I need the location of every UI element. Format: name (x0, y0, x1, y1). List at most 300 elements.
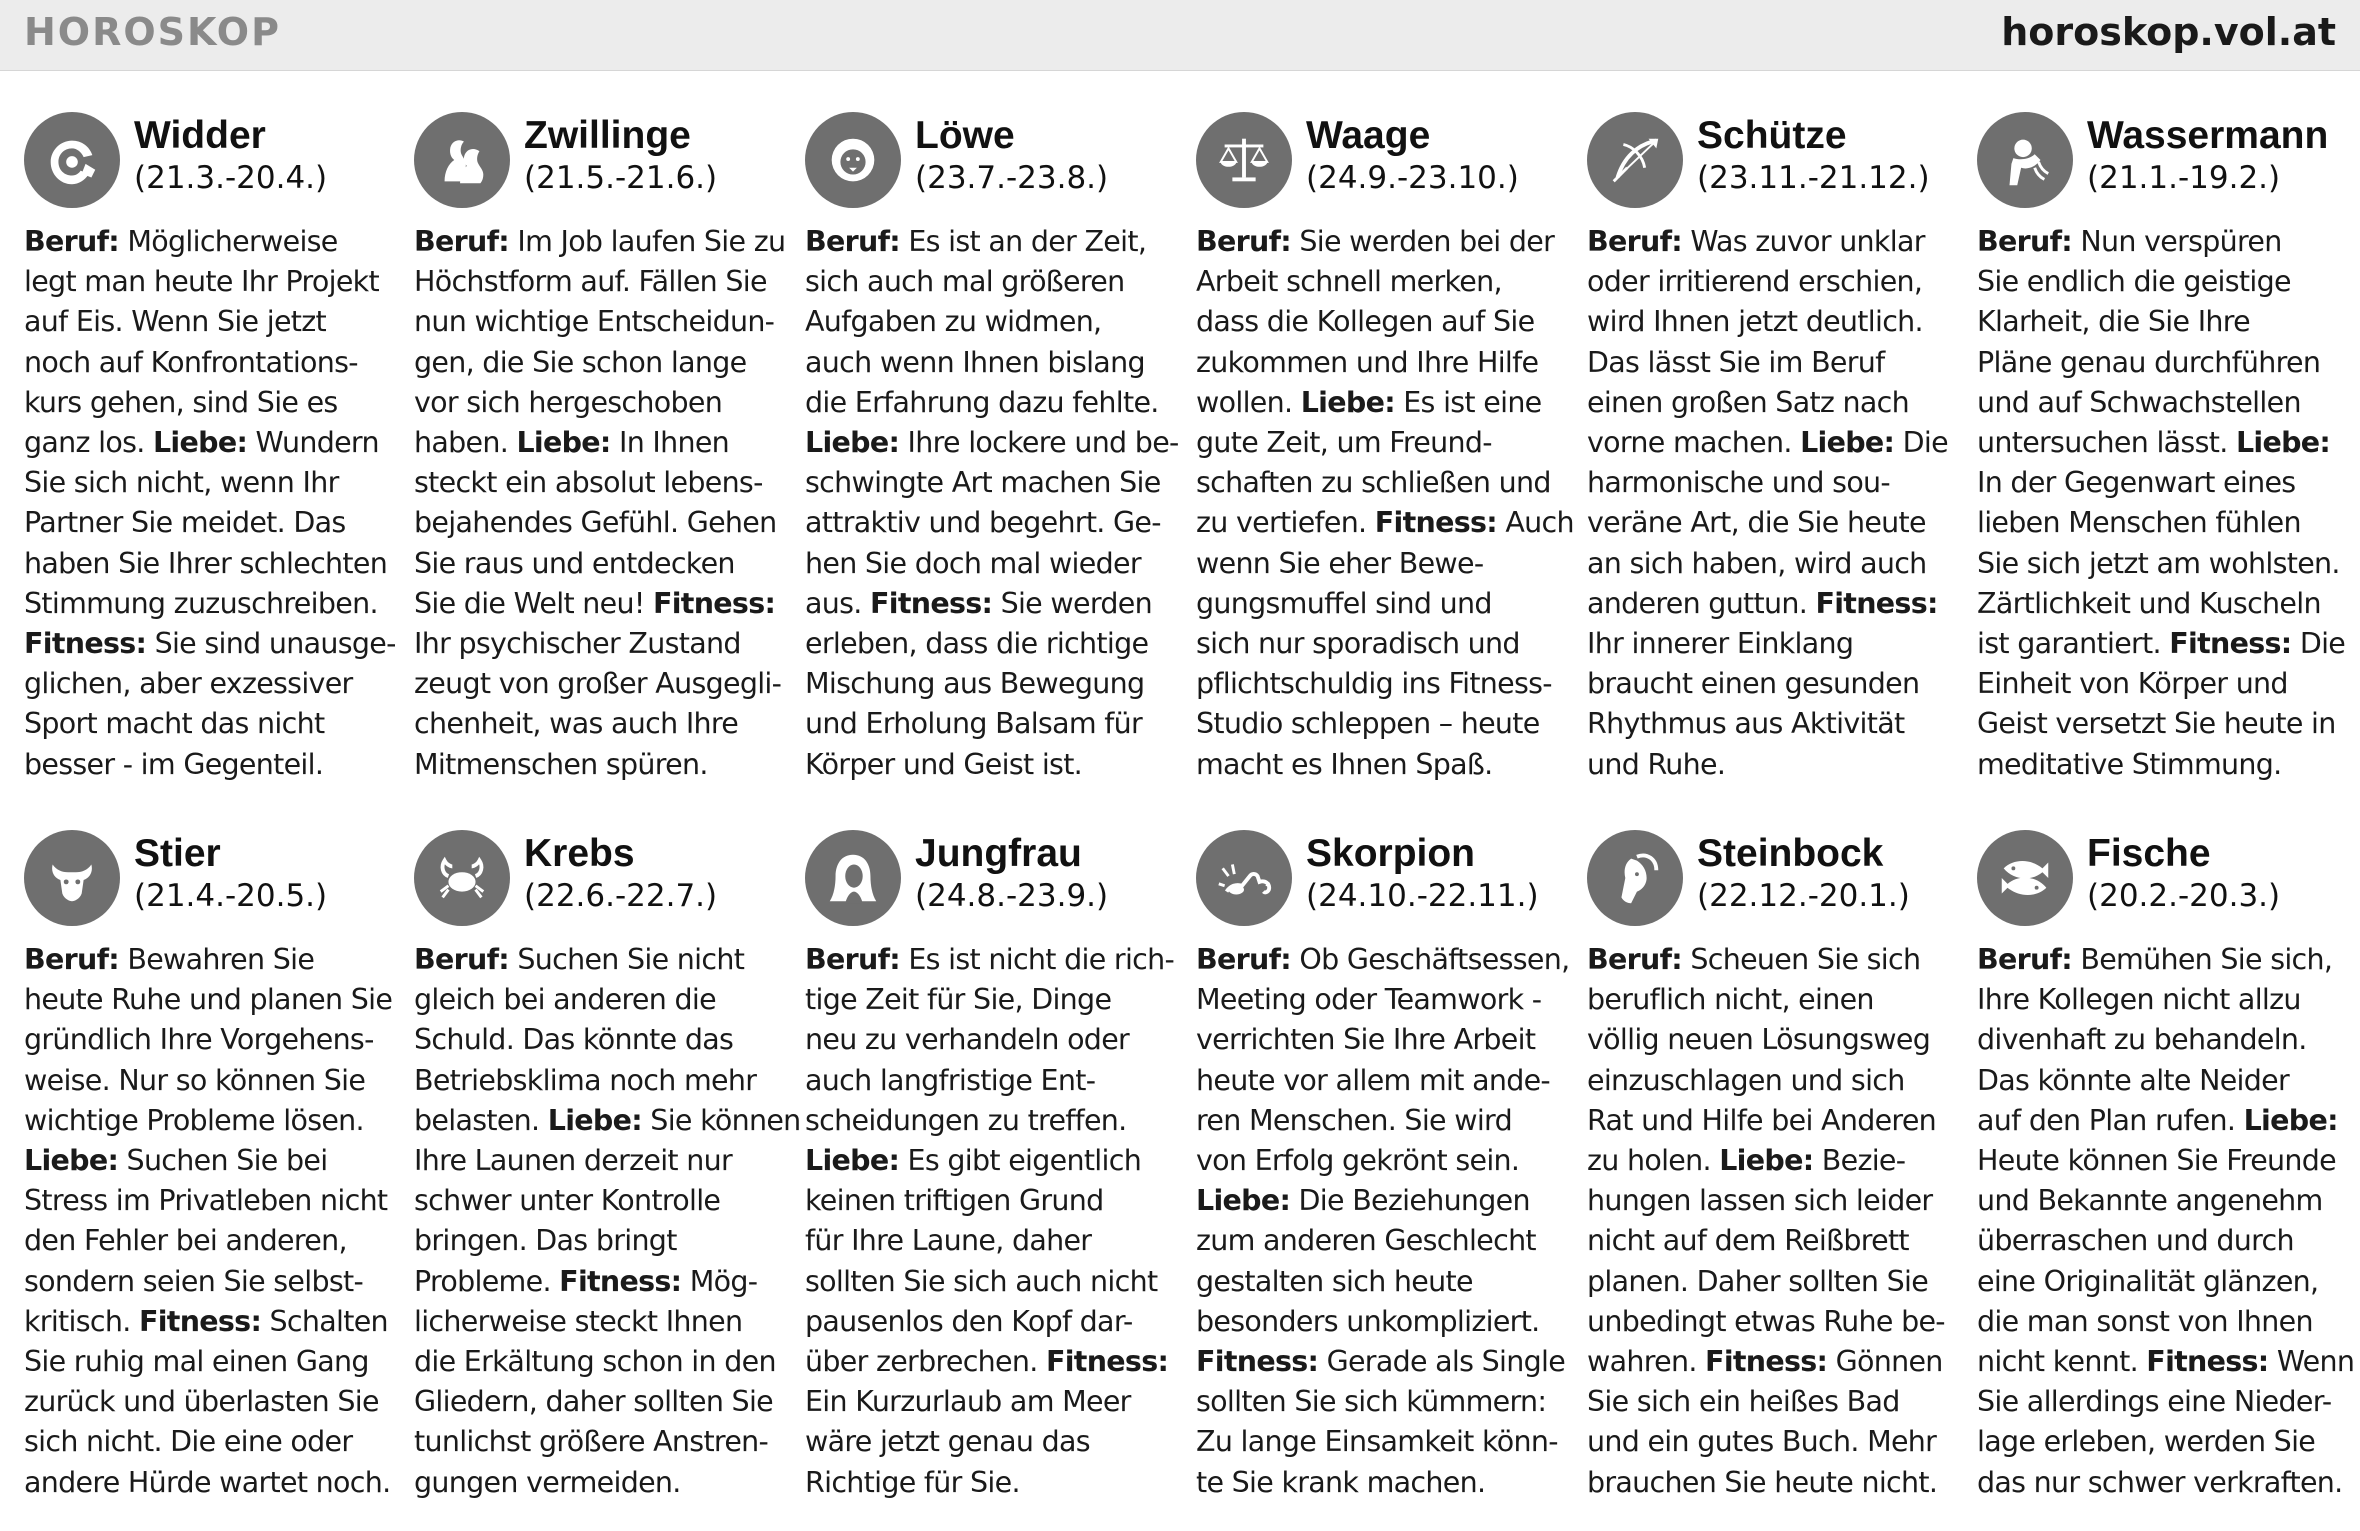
text-segment: Ein Kurzurlaub am Meer (805, 1385, 1131, 1419)
text-segment: Ihre Kollegen nicht allzu (1977, 983, 2301, 1017)
text-segment: überraschen und durch (1977, 1224, 2294, 1258)
text-line (805, 222, 1171, 262)
text-segment: Das lässt Sie im Beruf (1587, 345, 1885, 379)
text-line (24, 1342, 390, 1382)
text-line (414, 745, 780, 785)
sign-name: Wassermann (2087, 114, 2329, 157)
text-line (24, 1141, 390, 1181)
text-segment: zurück und überlasten Sie (24, 1385, 379, 1419)
text-segment: haben. (414, 426, 517, 460)
text-line (414, 262, 780, 302)
text-line (24, 1061, 390, 1101)
text-segment: ganz los. (24, 426, 153, 460)
text-line (805, 262, 1171, 302)
category-label: Beruf: (1587, 943, 1682, 976)
sign-dates: (24.8.-23.9.) (915, 878, 1109, 914)
text-line (805, 343, 1171, 383)
text-line (1196, 1262, 1562, 1302)
text-segment: die Erkältung schon in den (414, 1345, 776, 1379)
category-label: Fitness: (1374, 506, 1497, 540)
text-segment: Sie allerdings eine Nieder- (1977, 1385, 2332, 1419)
sign-card-widder (24, 112, 396, 802)
sign-card-löwe (805, 112, 1179, 802)
text-line (1587, 624, 1953, 664)
sign-card-skorpion (1196, 830, 1570, 1520)
text-segment: besser - im Gegenteil. (24, 747, 324, 781)
text-segment: eine Originalität glänzen, (1977, 1264, 2319, 1298)
text-line (414, 664, 780, 704)
text-line (1977, 1221, 2343, 1261)
text-line (414, 1463, 780, 1503)
text-line (414, 1181, 780, 1221)
text-segment: Suchen Sie nicht (509, 943, 745, 976)
text-segment: belasten. (414, 1103, 548, 1137)
category-label: Liebe: (1196, 1184, 1291, 1218)
text-segment: nicht kennt. (1977, 1345, 2147, 1379)
text-line (1977, 980, 2343, 1020)
sign-card-jungfrau (805, 830, 1175, 1520)
category-label: Liebe: (1800, 426, 1895, 460)
text-line (414, 503, 780, 543)
text-line (1196, 423, 1562, 463)
text-line (1196, 544, 1562, 584)
category-label: Fitness: (24, 627, 147, 661)
sign-text (414, 222, 786, 785)
text-segment: beruflich nicht, einen (1587, 983, 1874, 1017)
text-segment: besonders unkompliziert. (1196, 1304, 1540, 1338)
text-line (24, 1262, 390, 1302)
text-segment: und Erholung Balsam für (805, 707, 1142, 741)
sign-dates: (21.4.-20.5.) (134, 878, 328, 914)
text-line (805, 1221, 1171, 1261)
text-segment: Gliedern, daher sollten Sie (414, 1385, 774, 1419)
text-line (1196, 302, 1562, 342)
sign-name: Widder (134, 114, 266, 157)
text-line (1196, 1302, 1562, 1342)
text-line (414, 1382, 780, 1422)
ram-icon (24, 112, 120, 208)
text-segment: gestalten sich heute (1196, 1264, 1473, 1298)
text-line (414, 980, 780, 1020)
text-segment: brauchen Sie heute nicht. (1587, 1465, 1938, 1499)
sign-card-fische (1977, 830, 2355, 1520)
text-segment: einen großen Satz nach (1587, 385, 1910, 419)
sign-dates: (21.1.-19.2.) (2087, 160, 2281, 196)
text-line (24, 1302, 390, 1342)
text-segment: kurs gehen, sind Sie es (24, 385, 338, 419)
sign-name: Jungfrau (915, 832, 1082, 875)
text-segment: wäre jetzt genau das (805, 1425, 1090, 1459)
text-line (1587, 1141, 1953, 1181)
sign-header (1587, 830, 1953, 940)
text-segment: Sie sich nicht, wenn Ihr (24, 466, 339, 500)
text-line (805, 664, 1171, 704)
sign-dates: (24.9.-23.10.) (1306, 160, 1519, 196)
text-line (1196, 1422, 1562, 1462)
text-line (1977, 1061, 2343, 1101)
sign-name: Zwillinge (524, 114, 691, 157)
water-bearer-icon (1977, 112, 2073, 208)
text-line (24, 1181, 390, 1221)
sign-card-zwillinge (414, 112, 786, 802)
text-segment: licherweise steckt Ihnen (414, 1304, 743, 1338)
text-segment: Gerade als Single (1318, 1345, 1566, 1379)
text-segment: Sie die Welt neu! (414, 586, 653, 620)
category-label: Fitness: (138, 1304, 262, 1338)
text-segment: Mischung aus Bewegung (805, 667, 1145, 701)
text-line (1587, 423, 1953, 463)
maiden-icon (805, 830, 901, 926)
text-segment: bringen. Das bringt (414, 1224, 677, 1258)
text-segment: Arbeit schnell merken, (1196, 265, 1502, 299)
text-line (1977, 423, 2343, 463)
text-line (805, 1101, 1171, 1141)
text-line (1196, 1101, 1562, 1141)
bull-icon (24, 830, 120, 926)
text-segment: Ihre Launen derzeit nur (414, 1144, 733, 1178)
category-label: Fitness: (1815, 586, 1938, 620)
text-segment: für Ihre Laune, daher (805, 1224, 1092, 1258)
text-line (1196, 584, 1562, 624)
text-segment: te Sie krank machen. (1196, 1465, 1486, 1499)
sign-dates: (23.7.-23.8.) (915, 160, 1109, 196)
text-line (1587, 1020, 1953, 1060)
text-segment: Scheuen Sie sich (1682, 943, 1921, 976)
lion-icon (805, 112, 901, 208)
text-line (805, 1302, 1171, 1342)
category-label: Beruf: (1587, 225, 1682, 258)
text-segment: auf Eis. Wenn Sie jetzt (24, 305, 327, 339)
text-segment: Suchen Sie bei (118, 1144, 328, 1178)
text-line (414, 463, 780, 503)
text-line (24, 1463, 390, 1503)
text-segment: harmonische und sou- (1587, 466, 1891, 500)
text-segment: die man sonst von Ihnen (1977, 1304, 2313, 1338)
category-label: Beruf: (24, 225, 119, 258)
text-line (414, 1302, 780, 1342)
text-line (1977, 1302, 2343, 1342)
text-line (24, 463, 390, 503)
text-segment: zu vertiefen. (1196, 506, 1375, 540)
text-segment: chenheit, was auch Ihre (414, 707, 739, 741)
text-segment: Ob Geschäftsessen, (1291, 943, 1570, 976)
text-segment: Sie werden (992, 586, 1152, 620)
text-line (1977, 1342, 2355, 1382)
sign-name: Schütze (1697, 114, 1847, 157)
sign-name: Krebs (524, 832, 635, 875)
text-segment: aus. (805, 586, 870, 620)
text-segment: Sport macht das nicht (24, 707, 325, 741)
text-line (414, 1342, 780, 1382)
category-label: Fitness: (870, 586, 993, 620)
text-line (1587, 940, 1953, 980)
text-segment: untersuchen lässt. (1977, 426, 2236, 460)
category-label: Liebe: (547, 1103, 642, 1137)
text-line (805, 1262, 1171, 1302)
sign-text (1977, 222, 2346, 785)
text-segment: heute vor allem mit ande- (1196, 1063, 1551, 1097)
text-line (1196, 1061, 1562, 1101)
text-segment: Sie sich jetzt am wohlsten. (1977, 546, 2340, 580)
text-segment: Sie werden bei der (1291, 225, 1555, 258)
text-line (1977, 1382, 2343, 1422)
text-line (1196, 940, 1570, 980)
text-segment: schwer unter Kontrolle (414, 1184, 721, 1218)
text-line (24, 1422, 390, 1462)
text-segment: nun wichtige Entscheidun- (414, 305, 775, 339)
text-segment: Körper und Geist ist. (805, 747, 1083, 781)
text-segment: gute Zeit, um Freund- (1196, 426, 1492, 460)
text-line (24, 940, 390, 980)
goat-icon (1587, 830, 1683, 926)
text-line (1977, 222, 2343, 262)
text-line (805, 1463, 1171, 1503)
text-line (414, 1061, 780, 1101)
sign-header (805, 112, 1171, 222)
sign-name: Löwe (915, 114, 1015, 157)
text-line (1196, 980, 1562, 1020)
text-segment: attraktiv und begehrt. Ge- (805, 506, 1161, 540)
text-line (1196, 1382, 1562, 1422)
sign-text (1196, 222, 1574, 785)
text-line (1587, 1181, 1953, 1221)
text-line (805, 1422, 1171, 1462)
text-segment: verrichten Sie Ihre Arbeit (1196, 1023, 1536, 1057)
text-line (1977, 1141, 2343, 1181)
text-line (24, 302, 390, 342)
sign-name: Waage (1306, 114, 1431, 157)
text-line (805, 980, 1171, 1020)
text-line (414, 222, 786, 262)
text-line (414, 544, 780, 584)
text-segment: Probleme. (414, 1264, 560, 1298)
text-segment: anderen guttun. (1587, 586, 1816, 620)
text-segment: Heute können Sie Freunde (1977, 1144, 2337, 1178)
text-segment: Im Job laufen Sie zu (509, 225, 786, 258)
text-segment: einzuschlagen und sich (1587, 1063, 1905, 1097)
text-segment: Geist versetzt Sie heute in (1977, 707, 2336, 741)
category-label: Fitness: (2146, 1345, 2269, 1379)
text-segment: völlig neuen Lösungsweg (1587, 1023, 1931, 1057)
text-line (1196, 1020, 1562, 1060)
category-label: Fitness: (652, 586, 776, 620)
text-line (1587, 1302, 1953, 1342)
sign-header (1587, 112, 1953, 222)
text-segment: scheidungen zu treffen. (805, 1103, 1127, 1137)
text-segment: Sie ruhig mal einen Gang (24, 1345, 369, 1379)
text-segment: macht es Ihnen Spaß. (1196, 747, 1493, 781)
sign-dates: (21.5.-21.6.) (524, 160, 718, 196)
text-line (1587, 1061, 1953, 1101)
text-line (24, 624, 396, 664)
text-line (1587, 222, 1953, 262)
text-segment: dass die Kollegen auf Sie (1196, 305, 1535, 339)
text-segment: zukommen und Ihre Hilfe (1196, 345, 1539, 379)
text-line (24, 1020, 390, 1060)
sign-card-steinbock (1587, 830, 1953, 1520)
text-segment: zum anderen Geschlecht (1196, 1224, 1536, 1258)
text-segment: haben Sie Ihrer schlechten (24, 546, 388, 580)
sign-dates: (23.11.-21.12.) (1697, 160, 1930, 196)
category-label: Fitness: (2169, 627, 2292, 661)
category-label: Beruf: (414, 225, 509, 258)
text-line (805, 1061, 1171, 1101)
sign-text (805, 222, 1179, 785)
text-segment: wird Ihnen jetzt deutlich. (1587, 305, 1923, 339)
sign-text (1196, 940, 1570, 1503)
text-line (24, 1101, 390, 1141)
category-label: Fitness: (559, 1264, 682, 1298)
text-line (1587, 544, 1953, 584)
text-line (414, 423, 780, 463)
category-label: Beruf: (1977, 943, 2072, 976)
text-line (1977, 940, 2343, 980)
text-segment: meditative Stimmung. (1977, 747, 2282, 781)
category-label: Beruf: (1977, 225, 2072, 258)
text-segment: Die Beziehungen (1290, 1184, 1530, 1218)
text-line (1196, 383, 1562, 423)
text-segment: Studio schleppen – heute (1196, 707, 1540, 741)
text-line (1587, 463, 1953, 503)
text-line (24, 222, 390, 262)
category-label: Fitness: (1705, 1345, 1828, 1379)
text-line (1587, 664, 1953, 704)
text-segment: Es gibt eigentlich (899, 1144, 1142, 1178)
text-line (1587, 584, 1953, 624)
text-segment: Bewahren Sie (119, 943, 315, 976)
text-line (1977, 624, 2346, 664)
text-line (805, 745, 1171, 785)
sign-header (1196, 112, 1562, 222)
text-segment: Betriebsklima noch mehr (414, 1063, 757, 1097)
text-segment: hen Sie doch mal wieder (805, 546, 1141, 580)
text-line (1977, 745, 2343, 785)
text-line (414, 584, 780, 624)
text-segment: legt man heute Ihr Projekt (24, 265, 379, 299)
sign-dates: (20.2.-20.3.) (2087, 878, 2281, 914)
text-segment: lieben Menschen fühlen (1977, 506, 2301, 540)
sign-text (414, 940, 801, 1503)
text-segment: noch auf Konfrontations- (24, 345, 358, 379)
text-line (1587, 1463, 1953, 1503)
sign-header (414, 830, 780, 940)
text-segment: Ihre lockere und be- (899, 426, 1179, 460)
text-segment: vorne machen. (1587, 426, 1801, 460)
text-line (1587, 1221, 1953, 1261)
text-line (1196, 1221, 1562, 1261)
sign-text (805, 940, 1175, 1503)
text-line (414, 624, 780, 664)
text-line (1196, 222, 1562, 262)
text-line (805, 624, 1171, 664)
text-segment: andere Hürde wartet noch. (24, 1465, 391, 1499)
text-line (1196, 664, 1562, 704)
text-segment: Rhythmus aus Aktivität (1587, 707, 1905, 741)
category-label: Beruf: (805, 225, 900, 258)
text-segment: Auch (1497, 506, 1574, 540)
text-line (414, 1020, 780, 1060)
text-line (1977, 1020, 2343, 1060)
text-segment: und auf Schwachstellen (1977, 385, 2301, 419)
text-line (1977, 1422, 2343, 1462)
sign-dates: (21.3.-20.4.) (134, 160, 328, 196)
category-label: Beruf: (414, 943, 509, 976)
text-segment: gungen vermeiden. (414, 1465, 681, 1499)
text-segment: erleben, dass die richtige (805, 627, 1149, 661)
text-segment: Möglicherweise (119, 225, 338, 258)
text-line (414, 302, 780, 342)
text-segment: Es ist an der Zeit, (900, 225, 1147, 258)
sign-header (1196, 830, 1562, 940)
text-segment: an sich haben, wird auch (1587, 546, 1927, 580)
sign-text (24, 222, 396, 785)
category-label: Liebe: (24, 1144, 119, 1178)
text-segment: unbedingt etwas Ruhe be- (1587, 1304, 1945, 1338)
text-segment: keinen triftigen Grund (805, 1184, 1104, 1218)
text-line (24, 1382, 390, 1422)
scales-icon (1196, 112, 1292, 208)
text-line (805, 1382, 1171, 1422)
text-line (414, 383, 780, 423)
text-line (1977, 1181, 2343, 1221)
text-line (1977, 503, 2343, 543)
text-segment: Zärtlichkeit und Kuscheln (1977, 586, 2321, 620)
text-segment: Aufgaben zu widmen, (805, 305, 1102, 339)
text-segment: Zu lange Einsamkeit könn- (1196, 1425, 1558, 1459)
text-segment: neu zu verhandeln oder (805, 1023, 1130, 1057)
sign-header (1977, 112, 2343, 222)
text-line (24, 745, 390, 785)
text-line (1196, 343, 1562, 383)
category-label: Liebe: (1300, 385, 1395, 419)
text-line (1196, 1141, 1562, 1181)
text-line (24, 704, 390, 744)
sign-card-waage (1196, 112, 1574, 802)
category-label: Liebe: (2235, 426, 2331, 460)
sign-card-stier (24, 830, 393, 1520)
text-segment: steckt ein absolut lebens- (414, 466, 763, 500)
text-line (24, 262, 390, 302)
sign-card-wassermann (1977, 112, 2346, 802)
text-line (414, 343, 780, 383)
text-line (805, 1342, 1171, 1382)
text-line (1587, 343, 1953, 383)
sign-dates: (24.10.-22.11.) (1306, 878, 1539, 914)
category-label: Liebe: (805, 426, 900, 460)
text-line (1977, 262, 2343, 302)
text-line (1196, 624, 1562, 664)
text-segment: sich nur sporadisch und (1196, 627, 1520, 661)
text-line (1196, 1463, 1562, 1503)
text-line (1977, 302, 2343, 342)
text-segment: Rat und Hilfe bei Anderen (1587, 1103, 1937, 1137)
text-segment: wenn Sie eher Bewe- (1196, 546, 1484, 580)
text-segment: auch langfristige Ent- (805, 1063, 1096, 1097)
text-segment: schaften zu schließen und (1196, 466, 1551, 500)
text-segment: planen. Daher sollten Sie (1587, 1264, 1929, 1298)
text-line (1977, 584, 2343, 624)
text-segment: pausenlos den Kopf dar- (805, 1304, 1133, 1338)
text-line (414, 1221, 780, 1261)
text-line (805, 584, 1171, 624)
crab-icon (414, 830, 510, 926)
text-segment: und Ruhe. (1587, 747, 1726, 781)
text-line (1587, 503, 1953, 543)
text-line (1196, 704, 1562, 744)
text-segment: Sie raus und entdecken (414, 546, 735, 580)
sign-name: Fische (2087, 832, 2211, 875)
text-segment: das nur schwer verkraften. (1977, 1465, 2343, 1499)
